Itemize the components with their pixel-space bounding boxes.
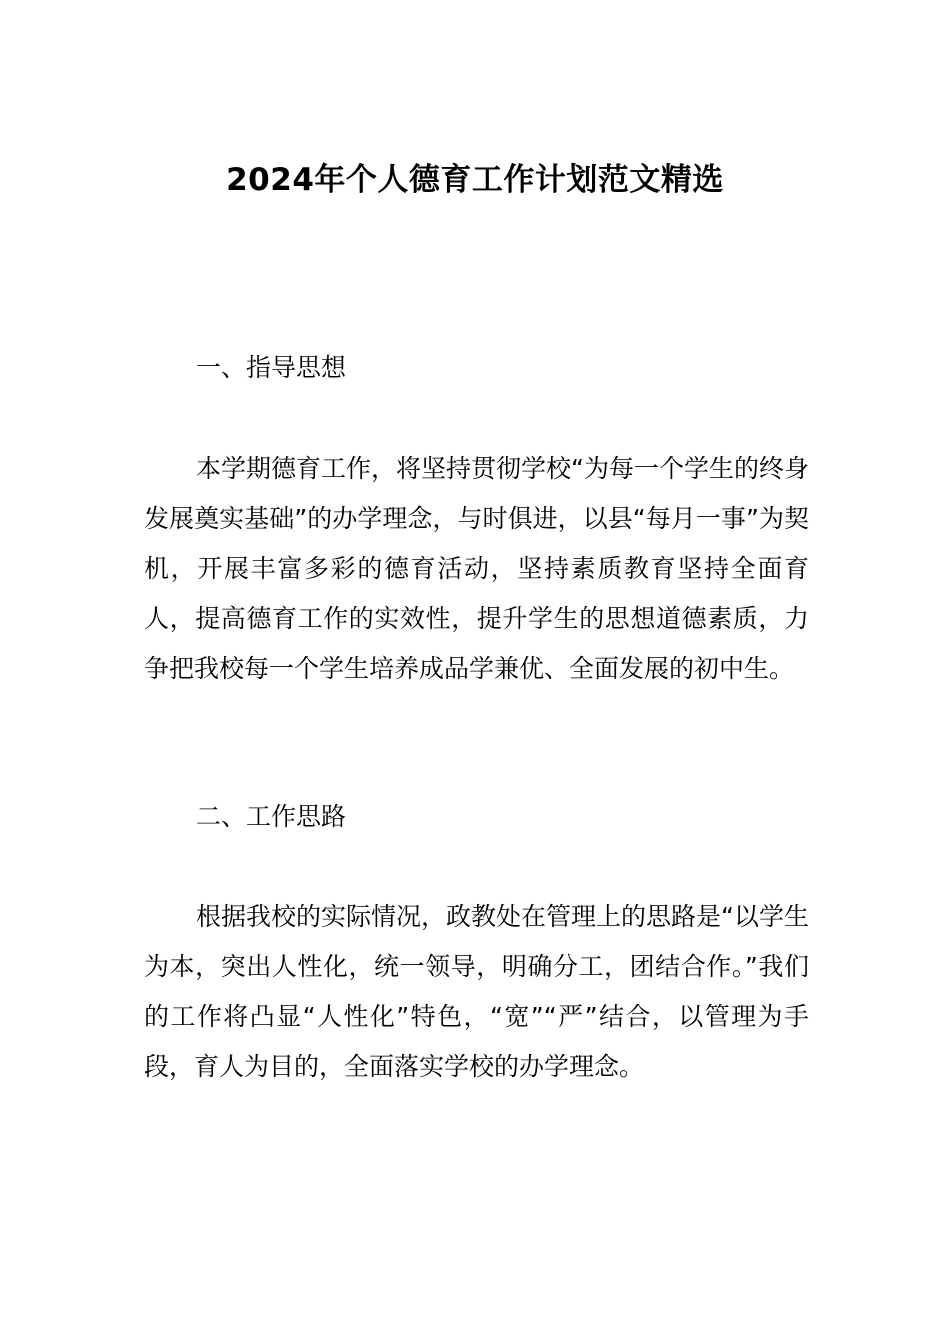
section-heading-guiding-ideology: 一、指导思想 (196, 353, 347, 382)
section-heading-work-approach: 二、工作思路 (196, 802, 347, 831)
section-paragraph-guiding-ideology: 本学期德育工作，将坚持贯彻学校“为每一个学生的终身发展奠实基础”的办学理念，与时俱进，以县“每月一事”为契机，开展丰富多彩的德育活动，坚持素质教育坚持全面育人，提高德育工作的实效性，提升学生的思想道德素质，力争把我校每一个学生培养成品学兼优、全面发展的初中生。 (144, 454, 809, 683)
document-title: 2024年个人德育工作计划范文精选 (226, 162, 724, 198)
section-paragraph-work-approach: 根据我校的实际情况，政教处在管理上的思路是“以学生为本，突出人性化，统一领导，明确分工，团结合作。”我们的工作将凸显“人性化”特色，“宽”“严”结合，以管理为手段，育人为目的，全面落实学校的办学理念。 (144, 902, 809, 1081)
